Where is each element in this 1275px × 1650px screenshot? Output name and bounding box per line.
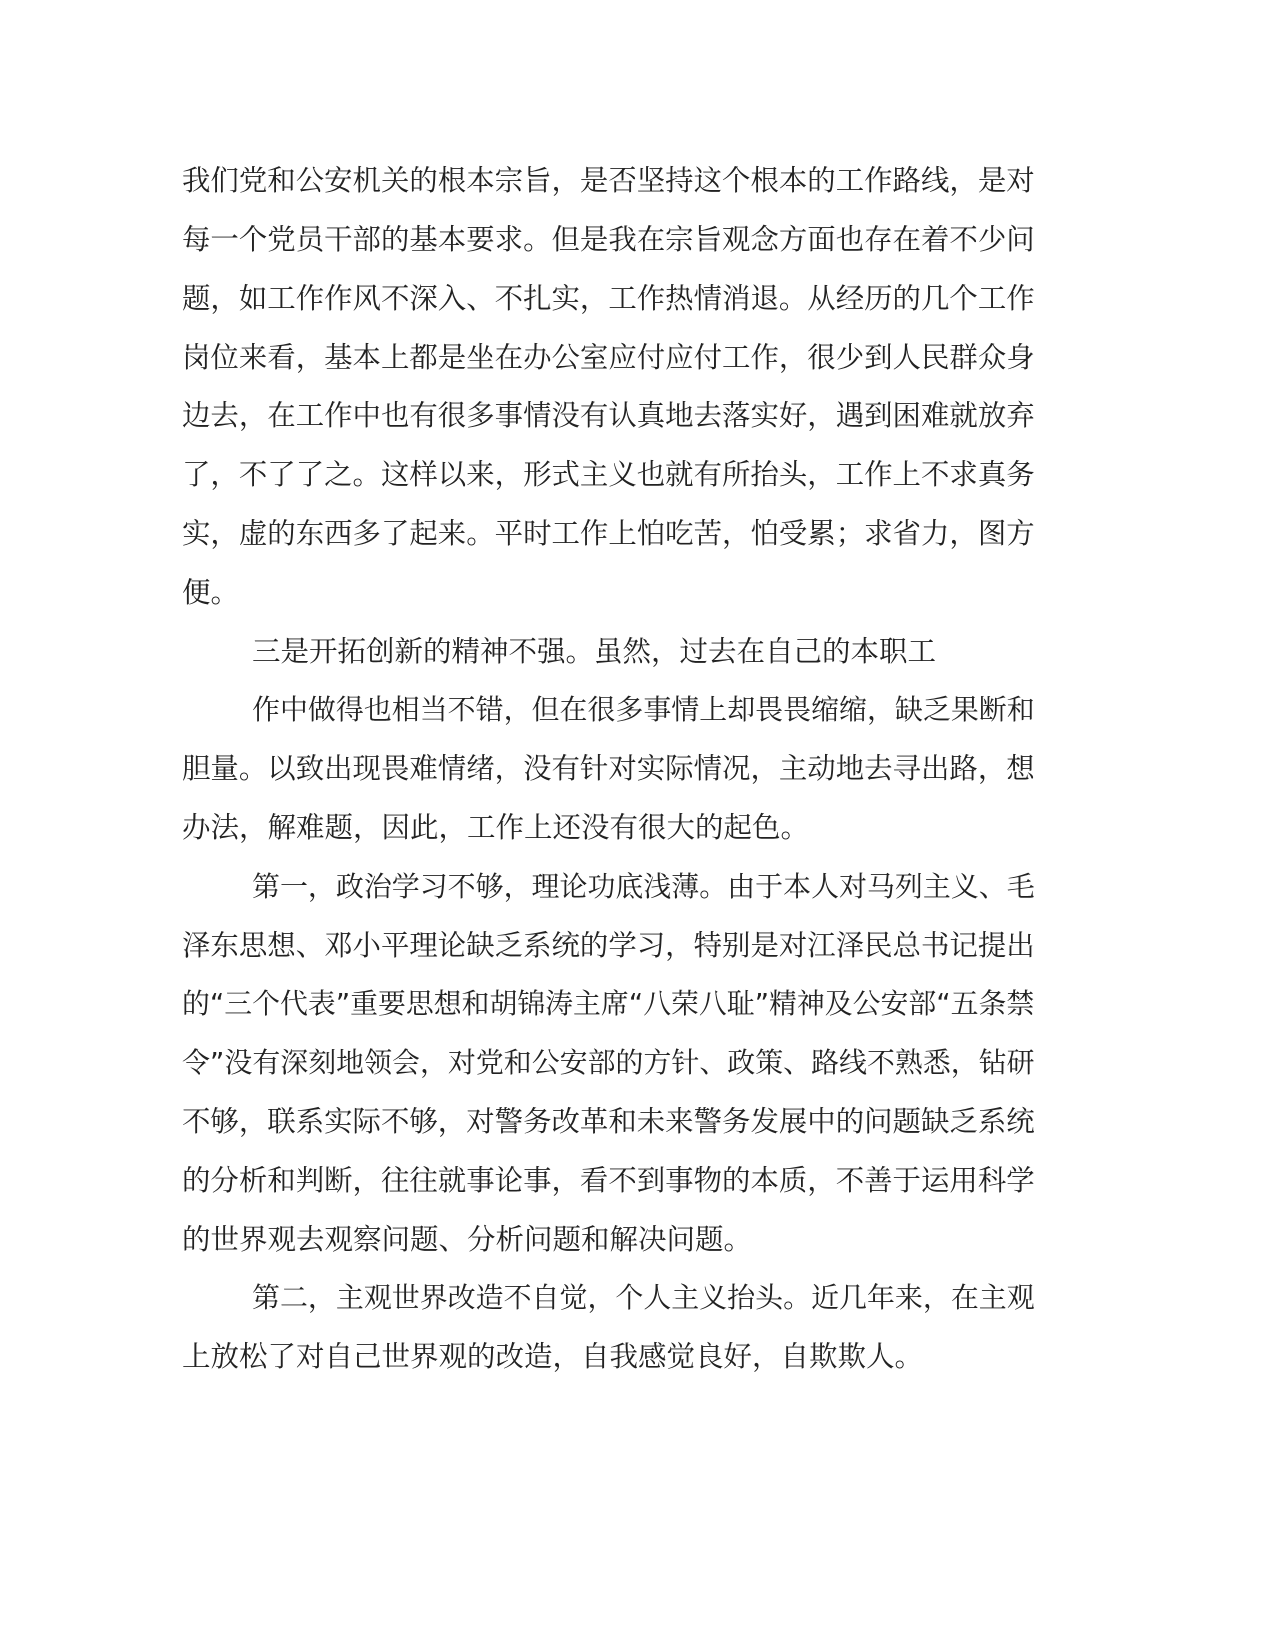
text-line: 的“三个代表”重要思想和胡锦涛主席“八荣八耻”精神及公安部“五条禁: [182, 987, 1035, 1020]
text-line: 办法，解难题，因此，工作上还没有很大的起色。: [182, 811, 810, 844]
text-line: 三是开拓创新的精神不强。虽然，过去在自己的本职工: [252, 635, 937, 668]
text-line: 每一个党员干部的基本要求。但是我在宗旨观念方面也存在着不少问: [182, 223, 1035, 256]
text-line: 的分析和判断，往往就事论事，看不到事物的本质，不善于运用科学: [182, 1164, 1035, 1197]
text-line: 第一，政治学习不够，理论功底浅薄。由于本人对马列主义、毛: [252, 870, 1035, 903]
text-line: 胆量。以致出现畏难情绪，没有针对实际情况，主动地去寻出路，想: [182, 752, 1035, 785]
text-line: 便。: [182, 576, 240, 609]
text-line: 边去，在工作中也有很多事情没有认真地去落实好，遇到困难就放弃: [182, 399, 1035, 432]
text-line: 了，不了了之。这样以来，形式主义也就有所抬头，工作上不求真务: [182, 458, 1035, 491]
text-line: 第二，主观世界改造不自觉，个人主义抬头。近几年来，在主观: [252, 1281, 1035, 1314]
text-line: 岗位来看，基本上都是坐在办公室应付应付工作，很少到人民群众身: [182, 341, 1035, 374]
text-line: 泽东思想、邓小平理论缺乏系统的学习，特别是对江泽民总书记提出: [182, 929, 1035, 962]
text-line: 的世界观去观察问题、分析问题和解决问题。: [182, 1223, 753, 1256]
text-line: 我们党和公安机关的根本宗旨，是否坚持这个根本的工作路线，是对: [182, 164, 1035, 197]
text-line: 题，如工作作风不深入、不扎实，工作热情消退。从经历的几个工作: [182, 282, 1035, 315]
text-line: 上放松了对自己世界观的改造，自我感觉良好，自欺欺人。: [182, 1340, 924, 1373]
text-line: 实，虚的东西多了起来。平时工作上怕吃苦，怕受累；求省力，图方: [182, 517, 1035, 550]
text-line: 不够，联系实际不够，对警务改革和未来警务发展中的问题缺乏系统: [182, 1105, 1035, 1138]
text-line: 令”没有深刻地领会，对党和公安部的方针、政策、路线不熟悉，钻研: [182, 1046, 1035, 1079]
text-line: 作中做得也相当不错，但在很多事情上却畏畏缩缩，缺乏果断和: [252, 693, 1035, 726]
